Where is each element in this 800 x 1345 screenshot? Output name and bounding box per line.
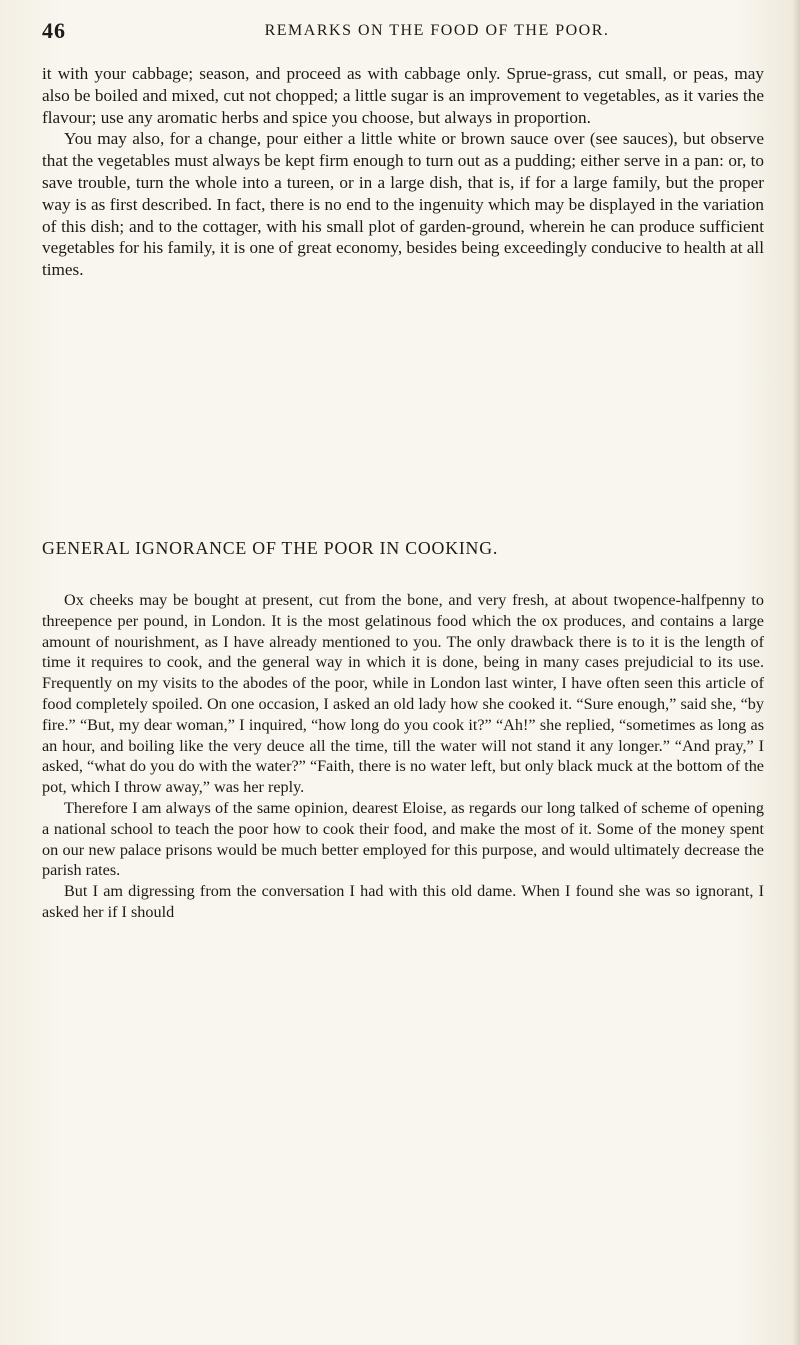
paragraph: But I am digressing from the conversation I had with this old dame. When I found she was so ignorant, I asked her if I should bbox=[42, 882, 764, 921]
section-heading: GENERAL IGNORANCE OF THE POOR IN COOKING. bbox=[42, 538, 499, 558]
running-head: REMARKS ON THE FOOD OF THE POOR. bbox=[264, 22, 610, 39]
paragraph: Therefore I am always of the same opinion, dearest Eloise, as regards our long talked of scheme of opening a national school to teach the poor how to cook their food, and make the most of it. Some of the money spent on our new palace prisons would be much better employed for this purpose, and would ultimately decrease the parish rates. bbox=[42, 798, 764, 880]
page-header bbox=[42, 18, 762, 48]
paragraph: Ox cheeks may be bought at present, cut from the bone, and very fresh, at about twopence-halfpenny to threepence per pound, in London. It is the most gelatinous food which the ox produces, and contains a large amount of nourishment, as I have already mentioned to you. The only drawback there is to it is the length of time it requires to cook, and the general way in which it is done, being in many cases prejudicial to its use. Frequently on my visits to the abodes of the poor, while in London last winter, I have often seen this article of food completely spoiled. On one occasion, I asked an old lady how she cooked it. “Sure enough,” said she, “by fire.” “But, my dear woman,” I inquired, “how long do you cook it?” “Ah!” she replied, “sometimes as long as an hour, and boiling like the very deuce all the time, till the water will not stand it any longer.” “And pray,” I asked, “what do you do with the water?” “Faith, there is no water left, but only black muck at the bottom of the pot, which I throw away,” was her reply. bbox=[42, 591, 764, 797]
page-number: 46 bbox=[42, 18, 66, 43]
text-section-vegetables bbox=[42, 63, 764, 281]
text-section-ignorance bbox=[42, 590, 764, 923]
paragraph: You may also, for a change, pour either a little white or brown sauce over (see sauces), but observe that the vegetables must always be kept firm enough to turn out as a pudding; either serve in a pan: or, to save trouble, turn the whole into a tureen, or in a large dish, that is, if for a large family, but the proper way is as first described. In fact, there is no end to the ingenuity which may be displayed in the variation of this dish; and to the cottager, with his small plot of garden-ground, wherein he can produce sufficient vegetables for his family, it is one of great economy, besides being exceedingly conducive to health at all times. bbox=[42, 129, 764, 280]
paragraph: it with your cabbage; season, and proceed as with cabbage only. Sprue-grass, cut small, or peas, may also be boiled and mixed, cut not chopped; a little sugar is an improvement to vegetables, as it varies the flavour; use any aromatic herbs and spice you choose, but always in proportion. bbox=[42, 64, 764, 127]
page-edge-shadow bbox=[792, 0, 800, 1345]
